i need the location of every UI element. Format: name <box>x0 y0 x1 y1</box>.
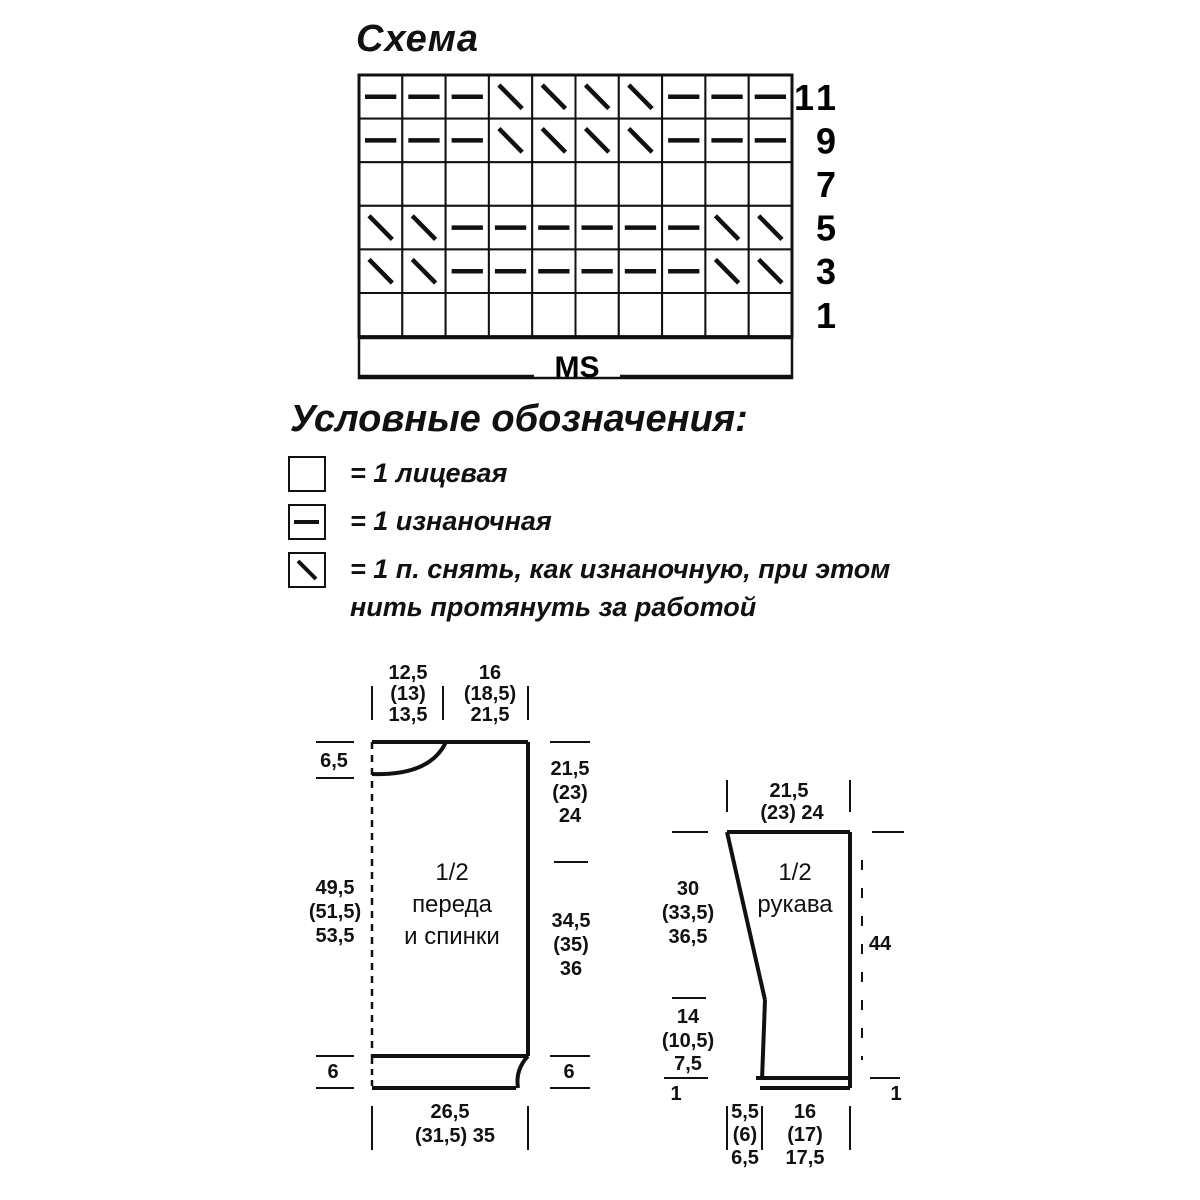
legend-title: Условные обозначения: <box>290 398 748 440</box>
chart-cell <box>662 293 705 337</box>
body-armhole-2: (23) <box>552 782 588 804</box>
chart-cell <box>705 293 748 337</box>
sleeve-label-2: рукава <box>757 891 833 918</box>
body-top-right-1: 16 <box>478 662 502 684</box>
body-left-height-2: (51,5) <box>308 901 362 923</box>
sleeve-lower-3: 7,5 <box>674 1053 702 1075</box>
sleeve-labels <box>662 780 902 1169</box>
sleeve-upper-3: 36,5 <box>668 926 708 948</box>
sleeve-bottom-right-1: 16 <box>793 1101 817 1123</box>
body-top-right-3: 21,5 <box>470 704 510 726</box>
garment-schematics <box>0 660 1200 1200</box>
body-side-1: 34,5 <box>551 910 591 932</box>
body-top-right-2: (18,5) <box>463 683 517 705</box>
sleeve-top-2: (23) 24 <box>760 802 824 824</box>
sleeve-dimension-ticks <box>661 780 904 1150</box>
sleeve-upper-1: 30 <box>676 878 700 900</box>
row-number: 11 <box>793 76 840 118</box>
sleeve-title <box>757 859 833 918</box>
sleeve-lower-2: (10,5) <box>661 1030 715 1052</box>
sleeve-upper-2: (33,5) <box>661 902 715 924</box>
body-top-left-3: 13,5 <box>388 704 428 726</box>
sleeve-top-1: 21,5 <box>769 780 809 802</box>
chart-cell <box>576 162 619 206</box>
chart-title: Схема <box>356 18 480 60</box>
chart-cell <box>489 293 532 337</box>
body-top-left-1: 12,5 <box>388 662 428 684</box>
chart-cell <box>749 293 792 337</box>
knit-symbol-icon <box>288 456 326 492</box>
chart-cell <box>576 293 619 337</box>
row-number: 1 <box>815 294 840 336</box>
sleeve-right-cuff: 1 <box>890 1083 902 1105</box>
body-left-rib: 6 <box>327 1061 339 1083</box>
chart-cell <box>532 162 575 206</box>
sleeve-lower-1: 14 <box>676 1006 700 1028</box>
body-bottom-2: (31,5) 35 <box>414 1125 496 1147</box>
row-number: 9 <box>815 120 840 162</box>
legend-text-purl: = 1 изнаночная <box>350 506 552 536</box>
body-side-3: 36 <box>559 958 583 980</box>
chart-cell <box>619 162 662 206</box>
chart-cell <box>359 293 402 337</box>
stitch-chart <box>0 0 1200 400</box>
sleeve-bottom-left-2: (6) <box>732 1124 758 1146</box>
body-top-left-2: (13) <box>390 683 426 705</box>
sleeve-left-cuff: 1 <box>670 1083 682 1105</box>
body-armhole-1: 21,5 <box>550 758 590 780</box>
chart-cell <box>446 162 489 206</box>
body-left-height-1: 49,5 <box>315 877 355 899</box>
legend-text-slip-cont: нить протянуть за работой <box>350 592 757 622</box>
body-neck-depth: 6,5 <box>320 750 348 772</box>
chart-cell <box>402 293 445 337</box>
body-left-height-3: 53,5 <box>315 925 355 947</box>
legend-text-slip: = 1 п. снять, как изнаночную, при этом <box>350 554 891 584</box>
body-armhole-3: 24 <box>558 805 582 827</box>
chart-cell <box>662 162 705 206</box>
body-bottom-1: 26,5 <box>430 1101 470 1123</box>
body-label-3: и спинки <box>404 923 500 950</box>
chart-cell <box>532 293 575 337</box>
sleeve-bottom-right-2: (17) <box>787 1124 823 1146</box>
row-number: 7 <box>815 164 840 205</box>
chart-cell <box>489 162 532 206</box>
body-label-1: 1/2 <box>435 859 469 886</box>
sleeve-height: 44 <box>868 933 892 955</box>
chart-cell <box>446 293 489 337</box>
sleeve-bottom-left-3: 6,5 <box>731 1147 759 1169</box>
chart-cell <box>359 162 402 206</box>
purl-symbol-icon <box>288 504 326 540</box>
body-side-2: (35) <box>553 934 589 956</box>
row-number: 5 <box>815 207 840 249</box>
chart-cell <box>749 162 792 206</box>
body-label-2: переда <box>412 891 492 918</box>
legend-text-knit: = 1 лицевая <box>350 458 508 488</box>
chart-cell <box>619 293 662 337</box>
body-title <box>404 859 500 950</box>
body-right-rib: 6 <box>563 1061 575 1083</box>
chart-cell <box>705 162 748 206</box>
repeat-label: MS <box>554 351 600 384</box>
chart-cell <box>402 162 445 206</box>
row-number: 3 <box>815 251 840 293</box>
sleeve-label-1: 1/2 <box>778 859 812 886</box>
sleeve-bottom-left-1: 5,5 <box>731 1101 759 1123</box>
slip-symbol-icon <box>288 552 326 588</box>
sleeve-bottom-right-3: 17,5 <box>785 1147 825 1169</box>
